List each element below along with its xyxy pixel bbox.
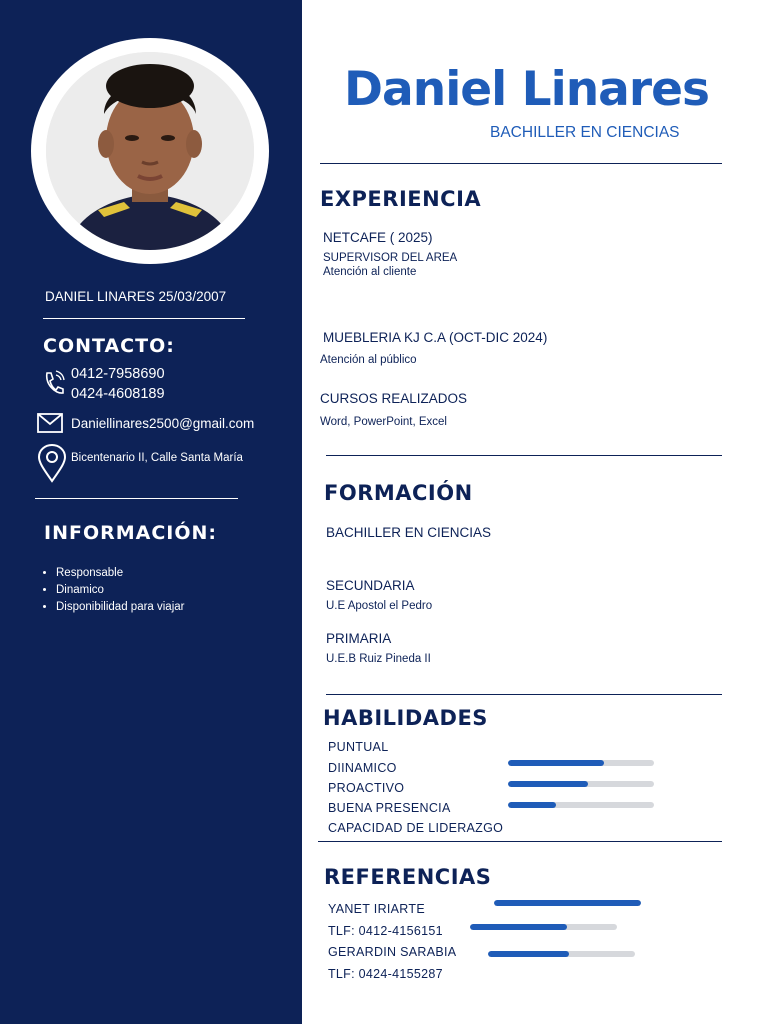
- experience-heading: EXPERIENCIA: [320, 187, 482, 211]
- skill-bar: [508, 802, 654, 808]
- courses-title: CURSOS REALIZADOS: [320, 391, 468, 406]
- address: Bicentenario II, Calle Santa María: [71, 452, 243, 464]
- info-item: • Dinamico: [56, 582, 185, 599]
- info-heading: INFORMACIÓN:: [44, 522, 218, 544]
- skill-label: CAPACIDAD DE LIDERAZGO: [328, 821, 504, 835]
- skill-label: PROACTIVO: [328, 781, 405, 795]
- contact-heading: CONTACTO:: [43, 335, 175, 357]
- job-2-title: MUEBLERIA KJ C.A (OCT-DIC 2024): [323, 330, 548, 345]
- info-item: • Responsable: [56, 565, 185, 582]
- profile-photo: [46, 52, 254, 250]
- education-heading: FORMACIÓN: [324, 481, 473, 505]
- education-secondary-title: SECUNDARIA: [326, 578, 415, 593]
- courses-description: Word, PowerPoint, Excel: [320, 416, 447, 428]
- skill-label: DIINAMICO: [328, 761, 397, 775]
- reference-bar-fill: [470, 924, 567, 930]
- reference-bar-fill: [488, 951, 569, 957]
- email-icon: [37, 413, 63, 438]
- education-divider: [326, 694, 722, 695]
- reference-2-name: GERARDIN SARABIA: [328, 945, 457, 959]
- reference-1-name: YANET IRIARTE: [328, 902, 425, 916]
- reference-2-phone: TLF: 0424-4155287: [328, 967, 443, 981]
- phone-2: 0424-4608189: [71, 386, 165, 402]
- education-primary-school: U.E.B Ruiz Pineda II: [326, 653, 431, 665]
- skills-divider: [318, 841, 722, 842]
- skill-label: PUNTUAL: [328, 740, 389, 754]
- education-secondary-school: U.E Apostol el Pedro: [326, 600, 433, 612]
- job-2-description: Atención al público: [320, 354, 417, 366]
- reference-bar: [470, 924, 617, 930]
- skill-bar: [508, 781, 654, 787]
- skills-heading: HABILIDADES: [323, 706, 488, 730]
- job-1-role: SUPERVISOR DEL AREA: [323, 252, 458, 264]
- candidate-title: BACHILLER EN CIENCIAS: [490, 124, 680, 141]
- header-divider: [320, 163, 722, 164]
- education-primary-title: PRIMARIA: [326, 631, 392, 646]
- sidebar-divider-1: [43, 318, 245, 319]
- skill-bar-fill: [508, 760, 604, 766]
- skill-bar: [508, 760, 654, 766]
- reference-bar-fill: [494, 900, 641, 906]
- phone-icon: [41, 370, 65, 401]
- job-1-title: NETCAFE ( 2025): [323, 230, 433, 245]
- location-pin-icon: [36, 443, 68, 488]
- references-heading: REFERENCIAS: [324, 865, 492, 889]
- skill-bar-fill: [508, 802, 556, 808]
- sidebar-divider-2: [35, 498, 238, 499]
- reference-bar: [488, 951, 635, 957]
- education-degree: BACHILLER EN CIENCIAS: [326, 525, 492, 540]
- job-1-description: Atención al cliente: [323, 266, 417, 278]
- reference-bar: [494, 900, 641, 906]
- skill-label: BUENA PRESENCIA: [328, 801, 451, 815]
- info-list: [40, 565, 185, 616]
- skill-bar-fill: [508, 781, 588, 787]
- candidate-name: Daniel Linares: [344, 62, 709, 117]
- email-address: Daniellinares2500@gmail.com: [71, 416, 255, 431]
- reference-1-phone: TLF: 0412-4156151: [328, 924, 443, 938]
- experience-divider: [326, 455, 722, 456]
- info-item: • Disponibilidad para viajar: [56, 599, 185, 616]
- name-date: DANIEL LINARES 25/03/2007: [45, 289, 227, 304]
- phone-1: 0412-7958690: [71, 366, 165, 382]
